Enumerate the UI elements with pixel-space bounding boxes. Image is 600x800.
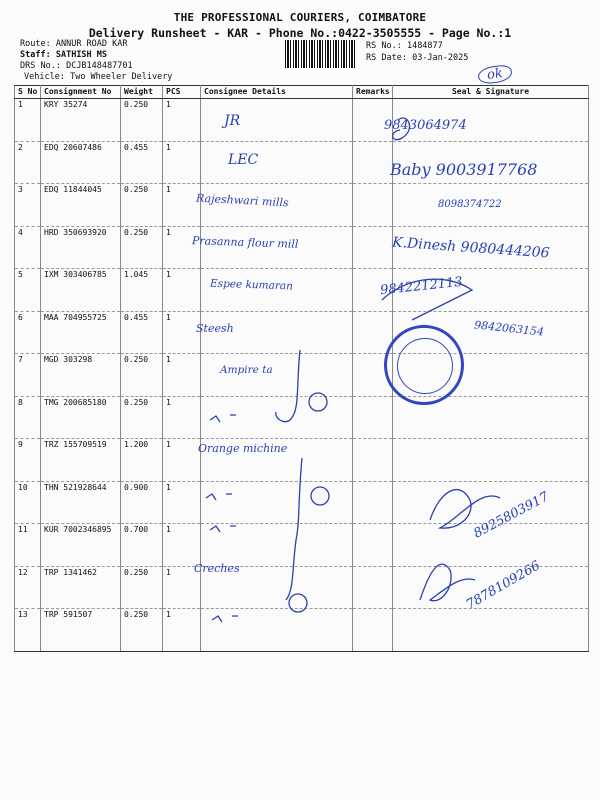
cell-weight: 0.250 (121, 226, 163, 269)
handwritten-signature: 9842063154 (473, 318, 545, 339)
circle-mark (289, 594, 307, 612)
drs-label: DRS No.: (20, 61, 61, 71)
cell-weight: 0.900 (121, 481, 163, 524)
cell-consignment: THN 521928644 (41, 481, 121, 524)
cell-weight: 0.250 (121, 99, 163, 142)
cell-sno: 11 (15, 524, 41, 567)
handwritten-consignee: Ampire ta (220, 364, 273, 376)
cell-sno: 6 (15, 311, 41, 354)
rs-no-label: RS No.: (366, 41, 402, 51)
tick-scribble (210, 526, 236, 532)
cell-consignment: TRP 1341462 (41, 566, 121, 609)
ok-mark: ok (477, 64, 513, 86)
cell-weight: 0.700 (121, 524, 163, 567)
bracket-stroke (286, 458, 302, 600)
handwritten-consignee: JR (224, 113, 241, 129)
cell-weight: 0.250 (121, 396, 163, 439)
cell-consignment: EDQ 20607486 (41, 141, 121, 184)
cell-pcs: 1 (163, 141, 201, 184)
cell-sno: 5 (15, 269, 41, 312)
cell-weight: 0.250 (121, 354, 163, 397)
signature-stroke (382, 279, 472, 320)
drs-value: DCJB148487701 (66, 61, 133, 71)
vehicle-label: Vehicle: (24, 72, 65, 82)
signature-stroke (420, 564, 475, 601)
cell-consignment: HRD 350693920 (41, 226, 121, 269)
cell-sno: 12 (15, 566, 41, 609)
cell-pcs: 1 (163, 566, 201, 609)
cell-consignment: IXM 303406785 (41, 269, 121, 312)
cell-weight: 1.200 (121, 439, 163, 482)
cell-weight: 0.250 (121, 184, 163, 227)
cell-consignment: TRP 591507 (41, 609, 121, 652)
handwritten-signature: 9842212113 (379, 274, 464, 299)
cell-pcs: 1 (163, 354, 201, 397)
signature-stroke (430, 490, 500, 529)
cell-weight: 0.250 (121, 566, 163, 609)
cell-sno: 8 (15, 396, 41, 439)
cell-pcs: 1 (163, 99, 201, 142)
rs-no-value: 1484877 (406, 41, 443, 51)
cell-consignment: KRY 35274 (41, 99, 121, 142)
col-consignment: Consignment No (41, 86, 121, 99)
cell-pcs: 1 (163, 609, 201, 652)
staff-label: Staff: (20, 50, 51, 60)
cell-pcs: 1 (163, 311, 201, 354)
circle-mark (311, 487, 329, 505)
cell-consignment: MGD 303298 (41, 354, 121, 397)
cell-sno: 10 (15, 481, 41, 524)
cell-weight: 0.455 (121, 141, 163, 184)
tick-scribble (210, 415, 236, 422)
handwritten-consignee: Prasanna flour mill (191, 234, 299, 251)
col-pcs: PCS (163, 86, 201, 99)
handwritten-consignee: Espee kumaran (209, 277, 294, 293)
handwritten-signature: Baby 9003917768 (390, 160, 538, 179)
handwritten-signature: 7878109266 (463, 558, 543, 613)
col-weight: Weight (121, 86, 163, 99)
cell-pcs: 1 (163, 226, 201, 269)
cell-sno: 2 (15, 141, 41, 184)
col-seal-signature: Seal & Signature (393, 86, 589, 99)
tick-scribble (212, 616, 238, 622)
cell-consignment: TRZ 155709519 (41, 439, 121, 482)
cell-pcs: 1 (163, 439, 201, 482)
handwritten-signature: 9843064974 (384, 118, 467, 133)
company-title: THE PROFESSIONAL COURIERS, COIMBATORE (173, 11, 427, 24)
handwritten-consignee: Steesh (196, 322, 234, 335)
cell-pcs: 1 (163, 524, 201, 567)
cell-weight: 0.455 (121, 311, 163, 354)
cell-sno: 13 (15, 609, 41, 652)
signature-stroke (393, 118, 410, 140)
col-remarks: Remarks (353, 86, 393, 99)
handwritten-signature: 8925803917 (471, 489, 552, 542)
cell-weight: 0.250 (121, 609, 163, 652)
handwritten-consignee: Orange michine (198, 442, 288, 455)
staff-value: SATHISH MS (55, 50, 108, 60)
cell-sno: 4 (15, 226, 41, 269)
cell-pcs: 1 (163, 481, 201, 524)
cell-pcs: 1 (163, 269, 201, 312)
rs-date-value: 03-Jan-2025 (412, 53, 469, 63)
cell-sno: 3 (15, 184, 41, 227)
cell-sno: 7 (15, 354, 41, 397)
col-sno: S No (15, 86, 41, 99)
handwritten-signature: 8098374722 (438, 199, 502, 210)
cell-consignment: KUR 7002346895 (41, 524, 121, 567)
col-consignee: Consignee Details (201, 86, 353, 99)
runsheet-subtitle: Delivery Runsheet - KAR - Phone No.:0422-3505555 - Page No.:1 (88, 26, 512, 40)
bracket-stroke (276, 350, 300, 422)
cell-pcs: 1 (163, 184, 201, 227)
rs-date-label: RS Date: (366, 53, 407, 63)
cell-weight: 1.045 (121, 269, 163, 312)
handwritten-consignee: LEC (228, 152, 259, 168)
route-value: ANNUR ROAD KAR (55, 39, 128, 49)
circle-mark (309, 393, 327, 411)
cell-consignment: EDQ 11844045 (41, 184, 121, 227)
cell-sno: 9 (15, 439, 41, 482)
cell-consignment: MAA 704955725 (41, 311, 121, 354)
handwritten-consignee: Creches (194, 562, 240, 575)
handwritten-consignee: Rajeshwari mills (195, 191, 289, 210)
vehicle-value: Two Wheeler Delivery (70, 72, 173, 82)
cell-pcs: 1 (163, 396, 201, 439)
route-label: Route: (20, 39, 51, 49)
tick-scribble (206, 494, 232, 500)
cell-sno: 1 (15, 99, 41, 142)
handwritten-signature: K.Dinesh 9080444206 (391, 234, 551, 262)
cell-consignment: TMG 200685180 (41, 396, 121, 439)
